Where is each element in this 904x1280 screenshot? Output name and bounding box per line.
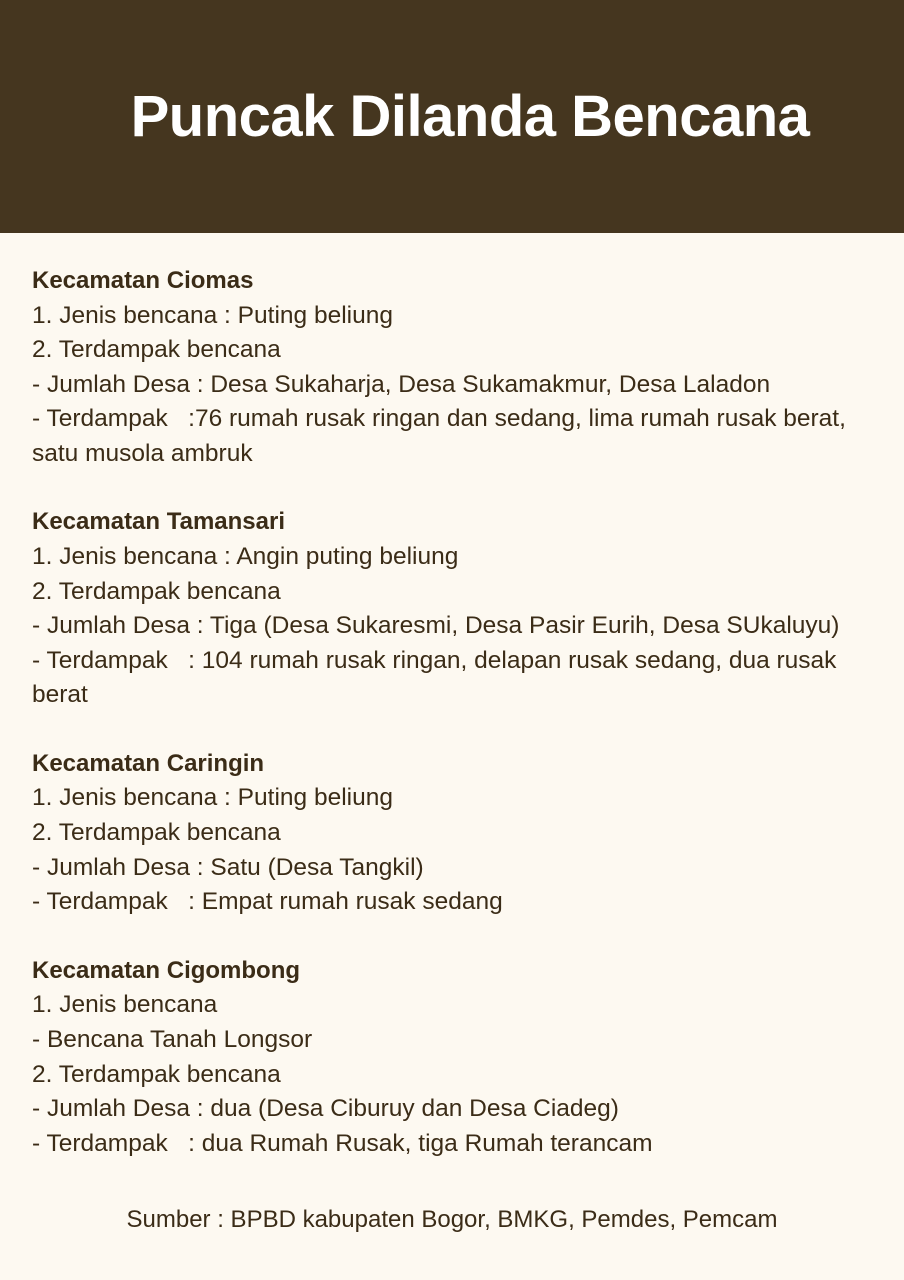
section-line: - Jumlah Desa : dua (Desa Ciburuy dan Desa Ciadeg) [32, 1095, 619, 1123]
section-line: 2. Terdampak bencana [32, 1060, 281, 1088]
section-line: - Bencana Tanah Longsor [32, 1025, 313, 1053]
section-line: - Terdampak : Empat rumah rusak sedang [32, 888, 503, 916]
section-line: - Jumlah Desa : Tiga (Desa Sukaresmi, Desa Pasir Eurih, Desa SUkaluyu) [32, 612, 840, 640]
section-title: Kecamatan Caringin [32, 749, 265, 777]
content-area [32, 264, 882, 1195]
section-line: - Terdampak :76 rumah rusak ringan dan sedang, lima rumah rusak berat, satu musola ambruk [32, 405, 853, 467]
section-title: Kecamatan Ciomas [32, 267, 254, 294]
section-line: 1. Jenis bencana [32, 991, 218, 1019]
page-title: Puncak Dilanda Bencana [130, 84, 810, 149]
section-caringin [32, 747, 882, 920]
section-line: 2. Terdampak bencana [32, 336, 281, 364]
section-line: 1. Jenis bencana : Puting beliung [32, 301, 393, 329]
section-cigombong [32, 954, 882, 1161]
section-line: 1. Jenis bencana : Puting beliung [32, 784, 393, 812]
section-line: 1. Jenis bencana : Angin puting beliung [32, 542, 459, 570]
section-title: Kecamatan Tamansari [32, 508, 286, 536]
section-line: - Terdampak : 104 rumah rusak ringan, delapan rusak sedang, dua rusak berat [32, 646, 844, 709]
section-line: - Terdampak : dua Rumah Rusak, tiga Rumah terancam [32, 1129, 653, 1157]
section-line: 2. Terdampak bencana [32, 577, 281, 605]
section-ciomas [32, 264, 882, 471]
source-credit: Sumber : BPBD kabupaten Bogor, BMKG, Pemdes, Pemcam [126, 1206, 778, 1233]
section-line: - Jumlah Desa : Desa Sukaharja, Desa Sukamakmur, Desa Laladon [32, 370, 771, 398]
section-title: Kecamatan Cigombong [32, 956, 301, 984]
section-line: - Jumlah Desa : Satu (Desa Tangkil) [32, 853, 424, 881]
header-banner [0, 0, 904, 233]
section-tamansari [32, 505, 882, 712]
section-line: 2. Terdampak bencana [32, 819, 281, 847]
